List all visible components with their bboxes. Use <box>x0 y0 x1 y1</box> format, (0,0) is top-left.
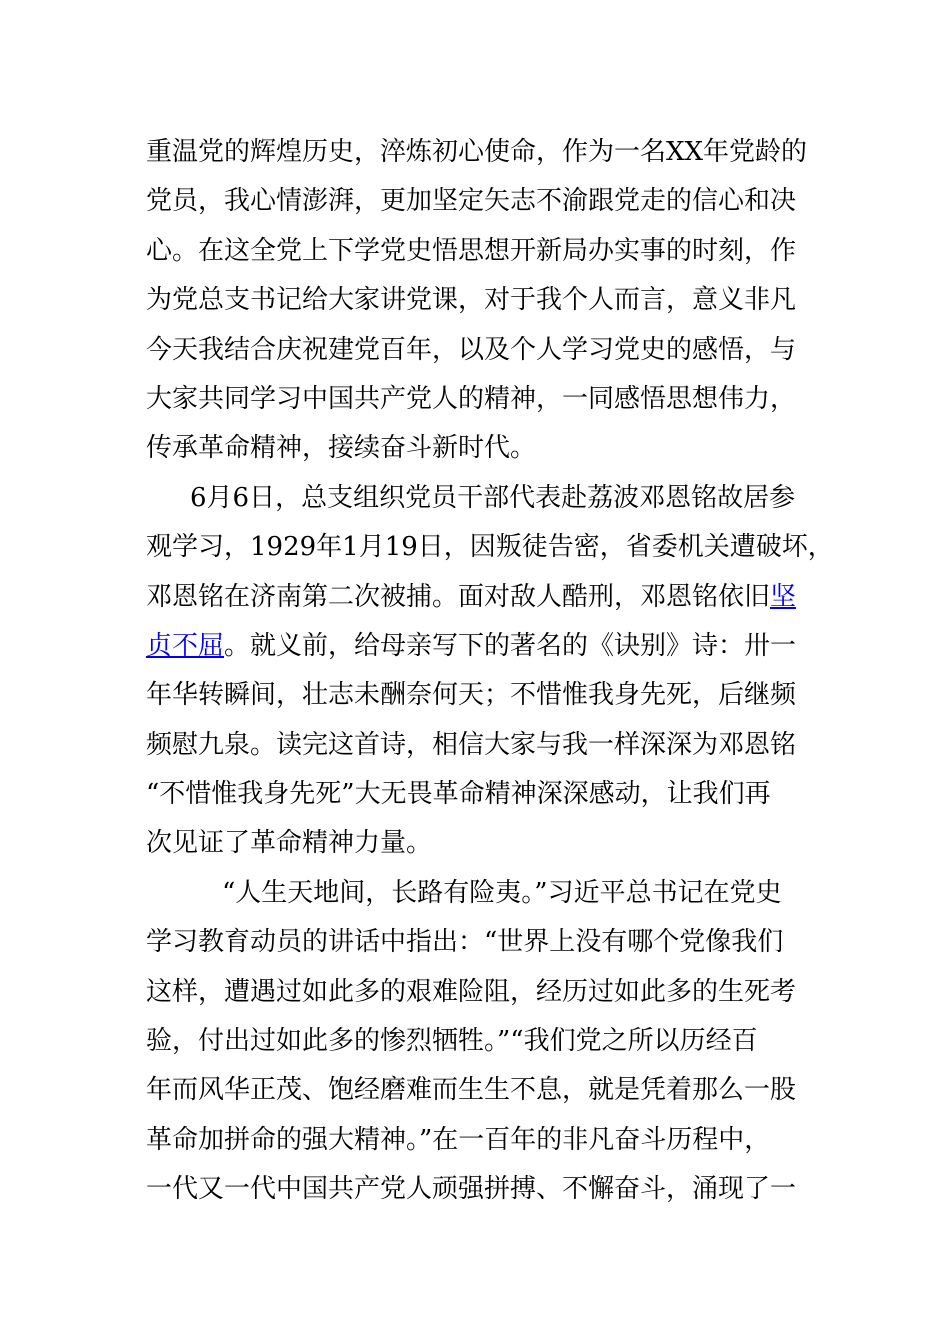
paragraph-line: “人生天地间，长路有险夷。”习近平总书记在党史 <box>222 877 782 908</box>
paragraph-line: 年而风华正茂、饱经磨难而生生不息，就是凭着那么一股 <box>146 1075 797 1106</box>
paragraph-line: 这样，遭遇过如此多的艰难险阻，经历过如此多的生死考 <box>146 976 797 1007</box>
paragraph-line: 验，付出过如此多的惨烈牺牲。”“我们党之所以历经百 <box>146 1026 758 1057</box>
paragraph-line-with-link <box>146 622 812 671</box>
hyperlink-jianzhen-buqu-part2[interactable]: 贞不屈 <box>146 630 225 661</box>
paragraph-line-with-link <box>146 573 812 622</box>
paragraph-line: 观学习，1929年1月19日，因叛徒告密，省委机关遭破坏， <box>146 532 834 563</box>
document-body <box>146 128 834 1215</box>
paragraph-line: 传承革命精神，接续奋斗新时代。 <box>146 433 537 464</box>
paragraph-line: 党员，我心情澎湃，更加坚定矢志不渝跟党走的信心和决 <box>146 186 797 217</box>
paragraph-line: 次见证了革命精神力量。 <box>146 828 433 859</box>
paragraph-line: 革命加拼命的强大精神。”在一百年的非凡奋斗历程中， <box>146 1124 771 1155</box>
paragraph-line: 年华转瞬间，壮志未酬奈何天；不惜惟我身先死，后继频 <box>146 680 797 711</box>
paragraph-line: 心。在这全党上下学党史悟思想开新局办实事的时刻，作 <box>146 235 797 266</box>
paragraph-line: 学习教育动员的讲话中指出：“世界上没有哪个党像我们 <box>146 927 784 958</box>
paragraph-line: “不惜惟我身先死”大无畏革命精神深深感动，让我们再 <box>146 779 771 810</box>
paragraph-line: 为党总支书记给大家讲党课，对于我个人而言，意义非凡 <box>146 285 797 316</box>
paragraph-text: 。就义前，给母亲写下的著名的《诀别》诗：卅一 <box>224 630 797 661</box>
paragraph-line: 大家共同学习中国共产党人的精神，一同感悟思想伟力， <box>146 383 797 414</box>
paragraph-line: 今天我结合庆祝建党百年，以及个人学习党史的感悟，与 <box>146 334 797 365</box>
paragraph-line: 一代又一代中国共产党人顽强拼搏、不懈奋斗，涌现了一 <box>146 1174 797 1205</box>
hyperlink-jianzhen-buqu-part1[interactable]: 坚 <box>770 581 797 612</box>
paragraph-line: 6月6日，总支组织党员干部代表赴荔波邓恩铭故居参 <box>190 482 796 513</box>
paragraph-text: 邓恩铭在济南第二次被捕。面对敌人酷刑，邓恩铭依旧 <box>146 581 771 612</box>
paragraph-line: 重温党的辉煌历史，淬炼初心使命，作为一名XX年党龄的 <box>146 137 808 167</box>
paragraph-line: 频慰九泉。读完这首诗，相信大家与我一样深深为邓恩铭 <box>146 729 797 760</box>
